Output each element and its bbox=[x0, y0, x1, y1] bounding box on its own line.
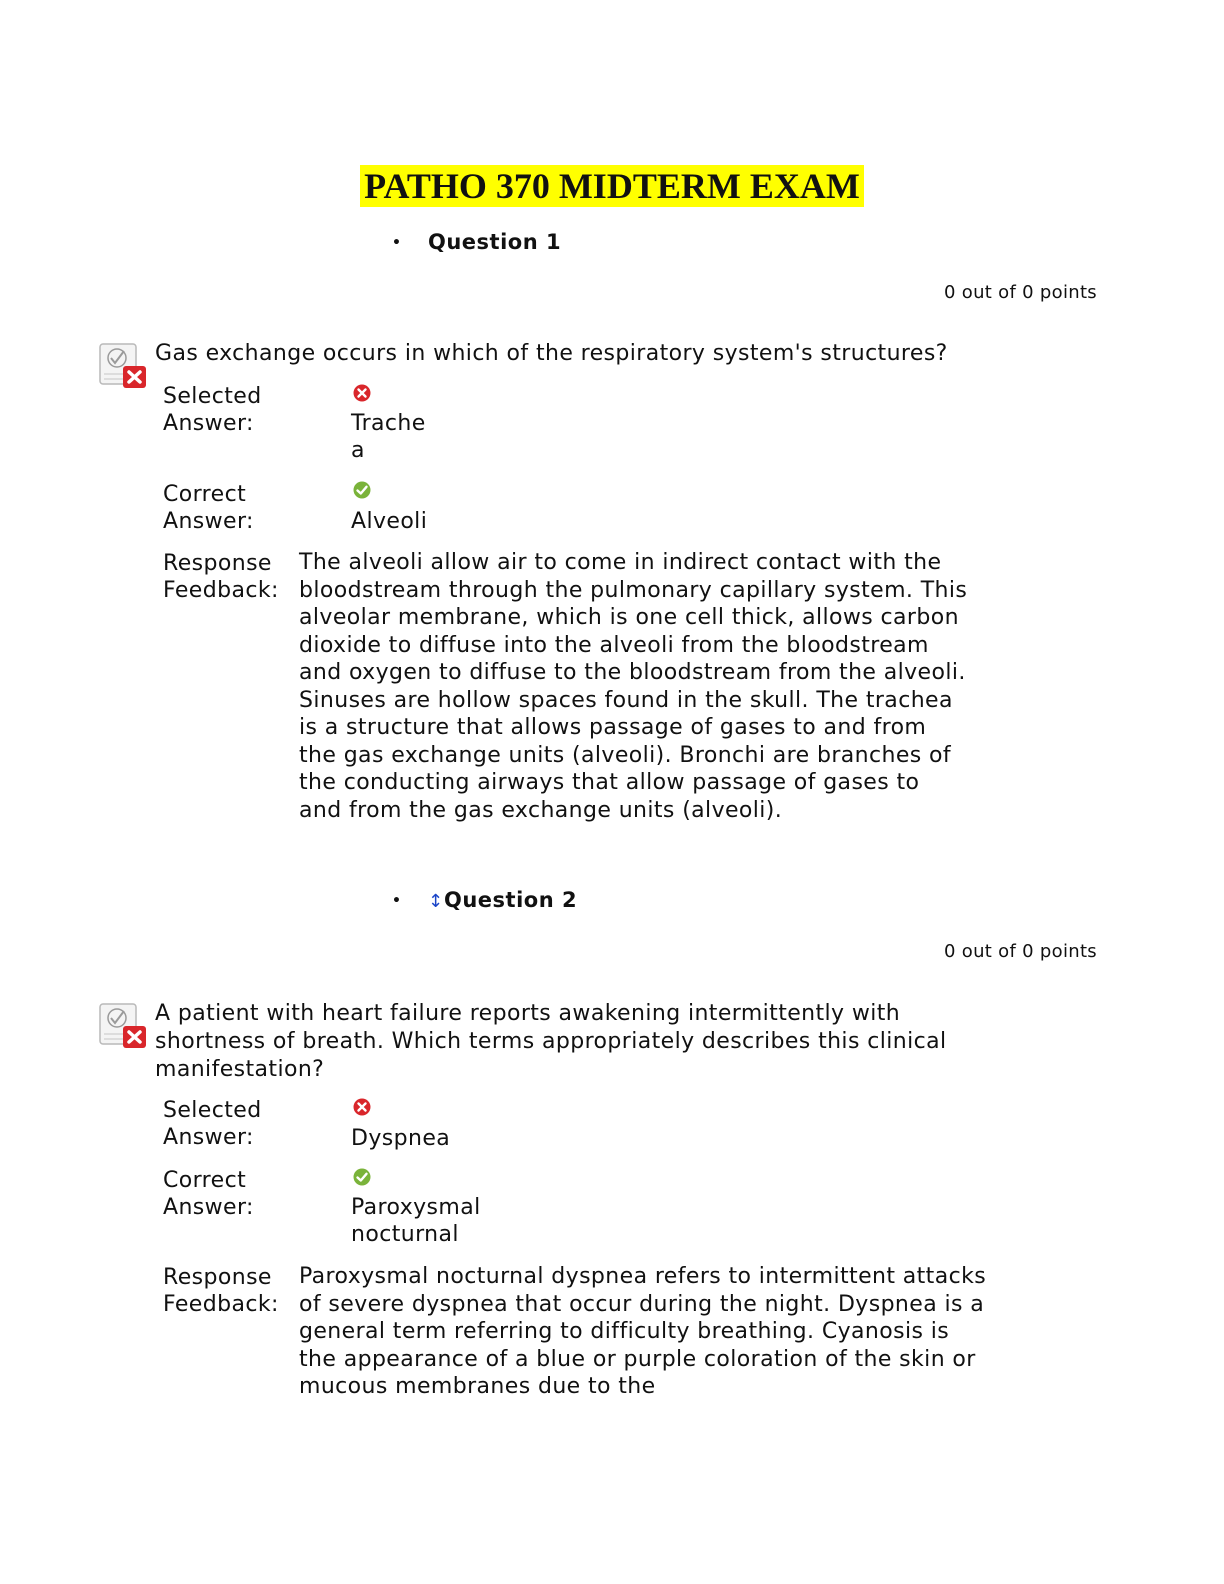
up-down-arrow-icon[interactable]: ↕ bbox=[428, 891, 444, 912]
check-circle-icon bbox=[353, 1168, 371, 1186]
bullet: • bbox=[392, 893, 402, 909]
check-circle-icon bbox=[353, 481, 371, 499]
question-points: 0 out of 0 points bbox=[943, 941, 1097, 962]
selected-answer-label: Selected Answer: bbox=[163, 384, 262, 436]
feedback-text: Paroxysmal nocturnal dyspnea refers to intermittent attacks of severe dyspnea that occur during the night. Dyspnea is a general term referring to difficulty breathing. Cyanosis is the appearance of a blue or purple coloration of the skin or mucous membranes due to the bbox=[299, 1264, 987, 1399]
question-heading bbox=[392, 230, 561, 254]
question-text: A patient with heart failure reports awakening intermittently with shortness of breath. Which terms appropriately describes this clinical manifestation? bbox=[155, 1001, 947, 1082]
feedback-label: Response Feedback: bbox=[163, 551, 279, 603]
correct-answer-label: Correct Answer: bbox=[163, 482, 254, 534]
selected-answer-value: Trachea bbox=[351, 411, 426, 463]
selected-answer-label: Selected Answer: bbox=[163, 1098, 262, 1150]
question-heading bbox=[392, 888, 577, 912]
bullet: • bbox=[392, 235, 402, 251]
correct-answer-value: Alveoli bbox=[351, 509, 428, 534]
selected-answer-value: Dyspnea bbox=[351, 1126, 451, 1151]
feedback-text: The alveoli allow air to come in indirect contact with the bloodstream through the pulmonary capillary system. This alveolar membrane, which is one cell thick, allows carbon dioxide to diffuse into the alveoli from the bloodstream and oxygen to diffuse to the bloodstream from the alveoli. Sinuses are hollow spaces found in the skull. The trachea is a structure that allows passage of gases to and from the gas exchange units (alveoli). Bronchi are branches of the conducting airways that allow passage of gases to and from the gas exchange units (alveoli). bbox=[299, 550, 968, 823]
x-circle-icon bbox=[353, 384, 371, 402]
question-heading-label: Question 2 bbox=[444, 888, 578, 912]
title-container bbox=[0, 165, 1224, 207]
correct-answer-value: Paroxysmal nocturnal bbox=[351, 1195, 481, 1247]
page-title: PATHO 370 MIDTERM EXAM bbox=[360, 165, 864, 207]
incorrect-question-icon bbox=[98, 1000, 150, 1050]
correct-answer-label: Correct Answer: bbox=[163, 1168, 254, 1220]
x-circle-icon bbox=[353, 1098, 371, 1116]
question-points: 0 out of 0 points bbox=[943, 282, 1097, 303]
question-text: Gas exchange occurs in which of the respiratory system's structures? bbox=[155, 341, 948, 366]
incorrect-question-icon bbox=[98, 340, 150, 390]
feedback-label: Response Feedback: bbox=[163, 1265, 279, 1317]
question-heading-label: Question 1 bbox=[428, 230, 562, 254]
